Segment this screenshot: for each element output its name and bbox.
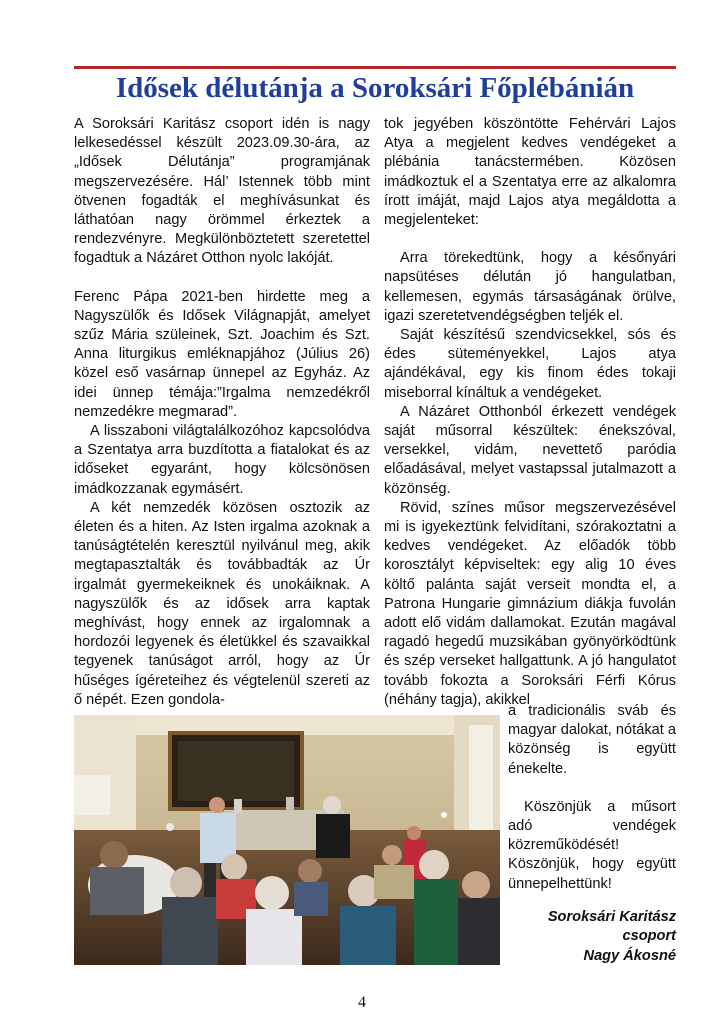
signature-line: Soroksári Karitász [547,909,676,925]
signature-block [500,908,676,966]
title-rule [74,66,676,69]
right-column [384,115,676,710]
paragraph: Arra törekedtünk, hogy a későnyári napsütéses délután jó hangulatban, kellemesen, egymás társaságának örülve, igazi szeretetvendégségben teljék el. [384,250,676,324]
event-photo [74,715,500,965]
paragraph: tok jegyében köszöntötte Fehérvári Lajos Atya a megjelent kedves vendégeket a plébánia tanácstermében. Közösen imádkoztuk el a Szentatya erre az alkalomra írott imáját, majd Lajos atya megáldotta a megjelenteket: [384,116,676,229]
paragraph: A Soroksári Karitász csoport idén is nagy lelkesedéssel készült 2023.09.30-ára, az „Idősek Délutánja” programjának megszervezésére. Hál’ Istennek több mint ötvenen fogadták el meghívásunkat és láthatóan nagy örömmel érkeztek a rendezvényre. Megkülönböztetett szeretettel fogadtuk a Názáret Otthon nyolc lakóját. [74,116,370,267]
paragraph: A lisszaboni világtalálkozóhoz kapcsolódva a Szentatya arra buzdította a fiatalokat és az időseket egyaránt, hogy kölcsönösen imádkozzanak egymásért. [74,423,370,497]
paragraph: Rövid, színes műsor megszervezésével mi is igyekeztünk felvidítani, szórakoztatni a kedves vendégeket. Az előadók több korosztályt képviseltek: egy alig 10 éves költő palánta saját verseit mondta el, a Patrona Hungarie gimnázium diákja fuvolán adott elő vidám dallamokat. Ezután magával ragadó hegedű muzsikában gyönyörködtünk és szép verseket hallgattunk. A jó hangulatot tovább fokozta a Soroksári Férfi Kórus (néhány tagja), akikkel [384,499,676,708]
paragraph: a tradicionális sváb és magyar dalokat, nótákat a közönség is együtt énekelte. [508,703,676,777]
right-column-continued [508,702,676,894]
page-number: 4 [358,994,366,1011]
paragraph: Saját készítésű szendvicsekkel, sós és édes süteményekkel, Lajos atya ajándékával, egy kis finom édes tokaji miseborral kínáltuk a vendégeket. [384,327,676,401]
paragraph: Ferenc Pápa 2021-ben hirdette meg a Nagyszülők és Idősek Világnapját, amelyet szűz Mária szüleinek, Szt. Joachim és Szt. Anna liturgikus emléknapjához (Július 26) közel eső vasárnap ünnepel az Egyház. Az idei ünnep témája:”Irgalma nemzedékről nemzedékre megmarad”. [74,288,370,420]
paragraph: Köszönjük, hogy együtt ünnepelhettünk! [508,856,676,892]
signature-line: Nagy Ákosné [583,947,676,964]
article-title: Idősek délutánja a Soroksári Főplébánián [115,72,635,104]
signature-line: csoport [622,928,676,945]
left-column [74,115,370,710]
paragraph: A két nemzedék közösen osztozik az életen és a hiten. Az Isten irgalma azoknak a tanúságtételén keresztül nyilvánul meg, akik megtapasztalták és továbbadták az Úr irgalmát gyermekeiknek és unokáiknak. A nagyszülők és az idősek arra kaptak meghívást, hogy ennek az irgalomnak a hordozói legyenek és életükkel és szavaikkal tegyenek tanúságot arról, hogy az Úr hűséges ígéreteihez és végtelenül szereti az ő népét. Ezen gondola- [74,499,370,708]
paragraph: Köszönjük a műsort adó vendégek közreműködését! [508,798,676,854]
paragraph: A Názáret Otthonból érkezett vendégek saját műsorral készültek: énekszóval, versekkel, vidám, nevettető paródia előadásával, melyet vastapssal jutalmazott a közönség. [384,403,676,497]
